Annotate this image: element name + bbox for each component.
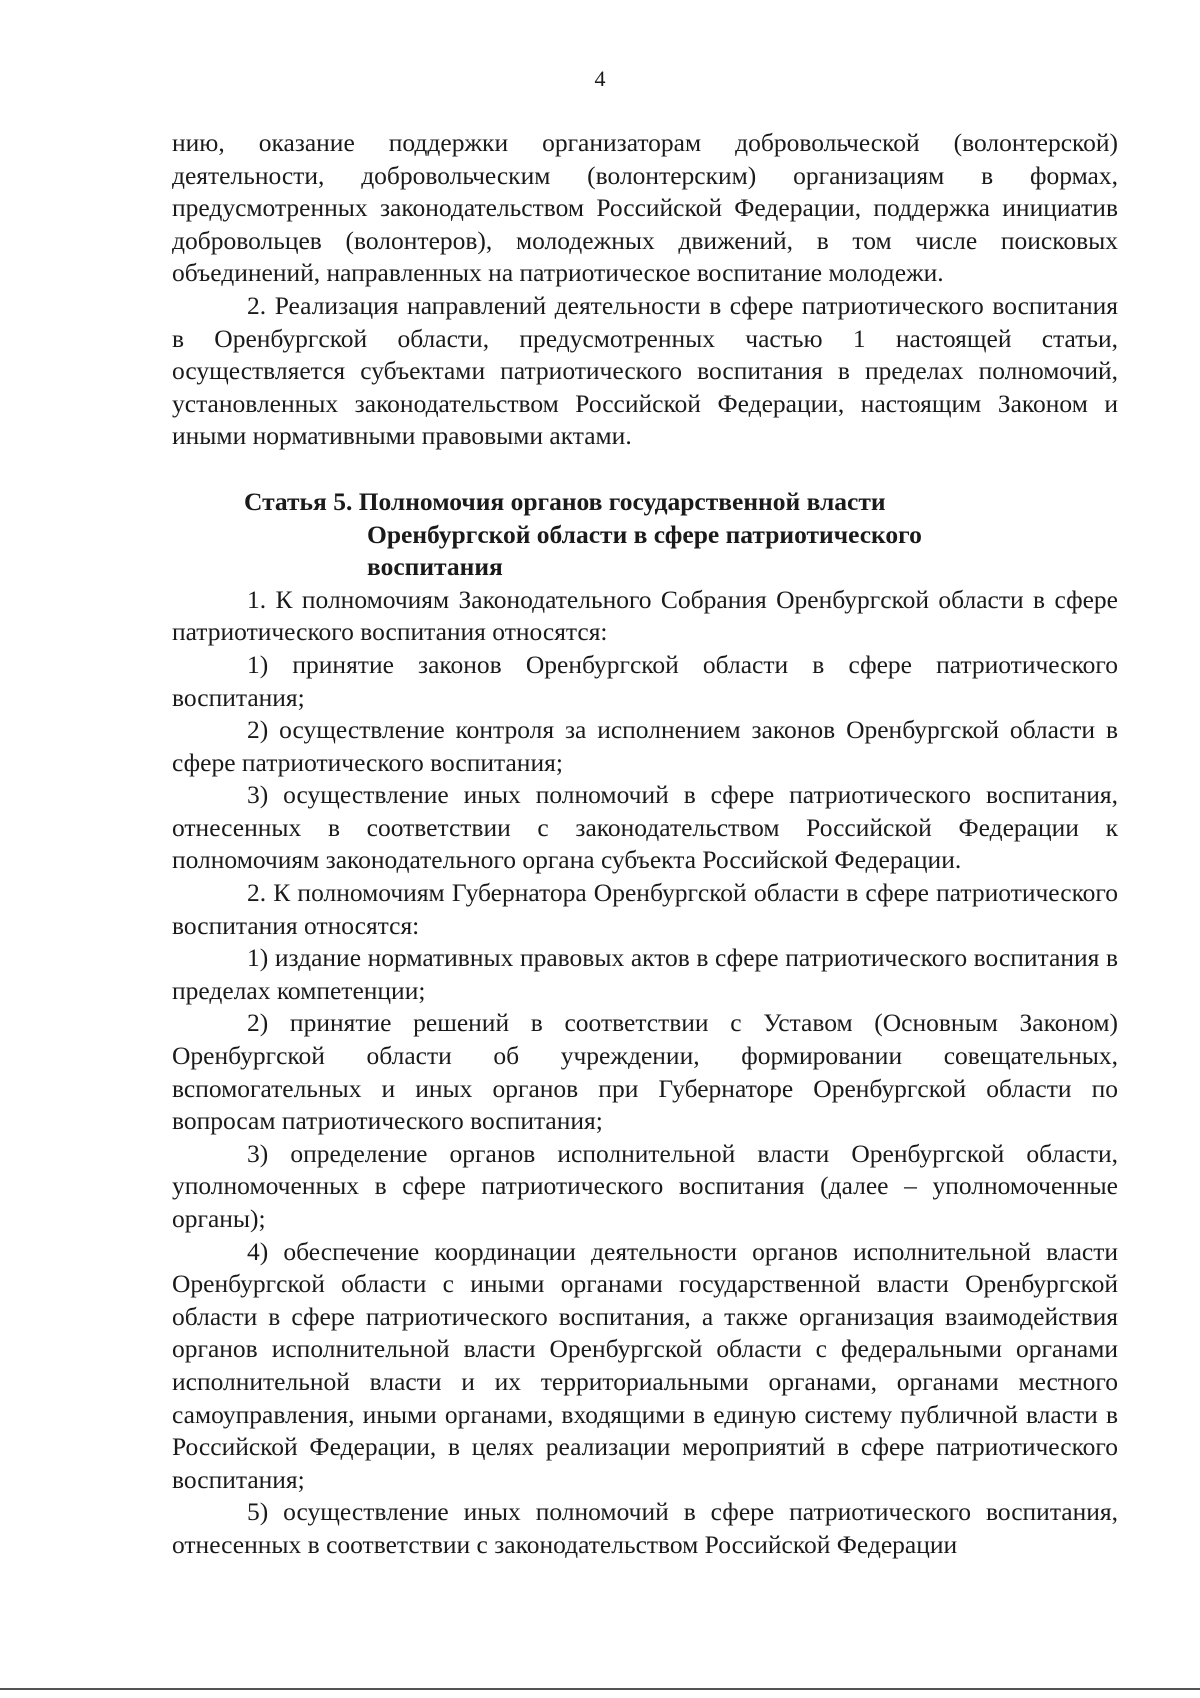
paragraph: 2. Реализация направлений деятельности в сфере патриотического воспитания в Оренбургской области, предусмотренных частью 1 настоящей статьи, осуществляется субъектами патриотического воспитания в пределах полномочий, установленных законодательством Российской Федерации, настоящим Законом и иными нормативными правовыми актами. bbox=[172, 290, 1118, 451]
list-item: 5) осуществление иных полномочий в сфере патриотического воспитания, отнесенных в соответствии с законодательством Российской Федерации bbox=[172, 1497, 1118, 1559]
document-body bbox=[172, 127, 1118, 1562]
list-item: 2) осуществление контроля за исполнением законов Оренбургской области в сфере патриотического воспитания; bbox=[172, 715, 1118, 777]
page-number: 4 bbox=[594, 66, 606, 91]
article-heading-line: воспитания bbox=[367, 552, 503, 582]
article-heading-line: Статья 5. Полномочия органов государственной власти bbox=[244, 486, 886, 516]
list-item: 3) осуществление иных полномочий в сфере патриотического воспитания, отнесенных в соответствии с законодательством Российской Федерации к полномочиям законодательного органа субъекта Российской Федерации. bbox=[172, 780, 1118, 875]
paragraph: нию, оказание поддержки организаторам добровольческой (волонтерской) деятельности, добровольческим (волонтерским) организациям в формах, предусмотренных законодательством Российской Федерации, поддержка инициатив добровольцев (волонтеров), молодежных движений, в том числе поисковых объединений, направленных на патриотическое воспитание молодежи. bbox=[172, 128, 1118, 288]
list-item: 1) издание нормативных правовых актов в сфере патриотического воспитания в пределах компетенции; bbox=[172, 943, 1118, 1005]
page-bottom-edge bbox=[0, 1688, 1200, 1690]
paragraph: 2. К полномочиям Губернатора Оренбургской области в сфере патриотического воспитания относятся: bbox=[172, 878, 1118, 940]
list-item: 4) обеспечение координации деятельности органов исполнительной власти Оренбургской области с иными органами государственной власти Оренбургской области в сфере патриотического воспитания, а также организация взаимодействия органов исполнительной власти Оренбургской области с федеральными органами исполнительной власти и их территориальными органами, органами местного самоуправления, иными органами, входящими в единую систему публичной власти в Российской Федерации, в целях реализации мероприятий в сфере патриотического воспитания; bbox=[172, 1236, 1118, 1494]
list-item: 3) определение органов исполнительной власти Оренбургской области, уполномоченных в сфере патриотического воспитания (далее – уполномоченные органы); bbox=[172, 1138, 1118, 1233]
list-item: 2) принятие решений в соответствии с Уставом (Основным Законом) Оренбургской области об учреждении, формировании совещательных, вспомогательных и иных органов при Губернаторе Оренбургской области по вопросам патриотического воспитания; bbox=[172, 1008, 1118, 1136]
list-item: 1) принятие законов Оренбургской области в сфере патриотического воспитания; bbox=[172, 649, 1118, 712]
article-heading-line: Оренбургской области в сфере патриотического bbox=[367, 519, 922, 549]
article-heading bbox=[172, 486, 1118, 584]
paragraph: 1. К полномочиям Законодательного Собрания Оренбургской области в сфере патриотического воспитания относятся: bbox=[172, 584, 1118, 647]
